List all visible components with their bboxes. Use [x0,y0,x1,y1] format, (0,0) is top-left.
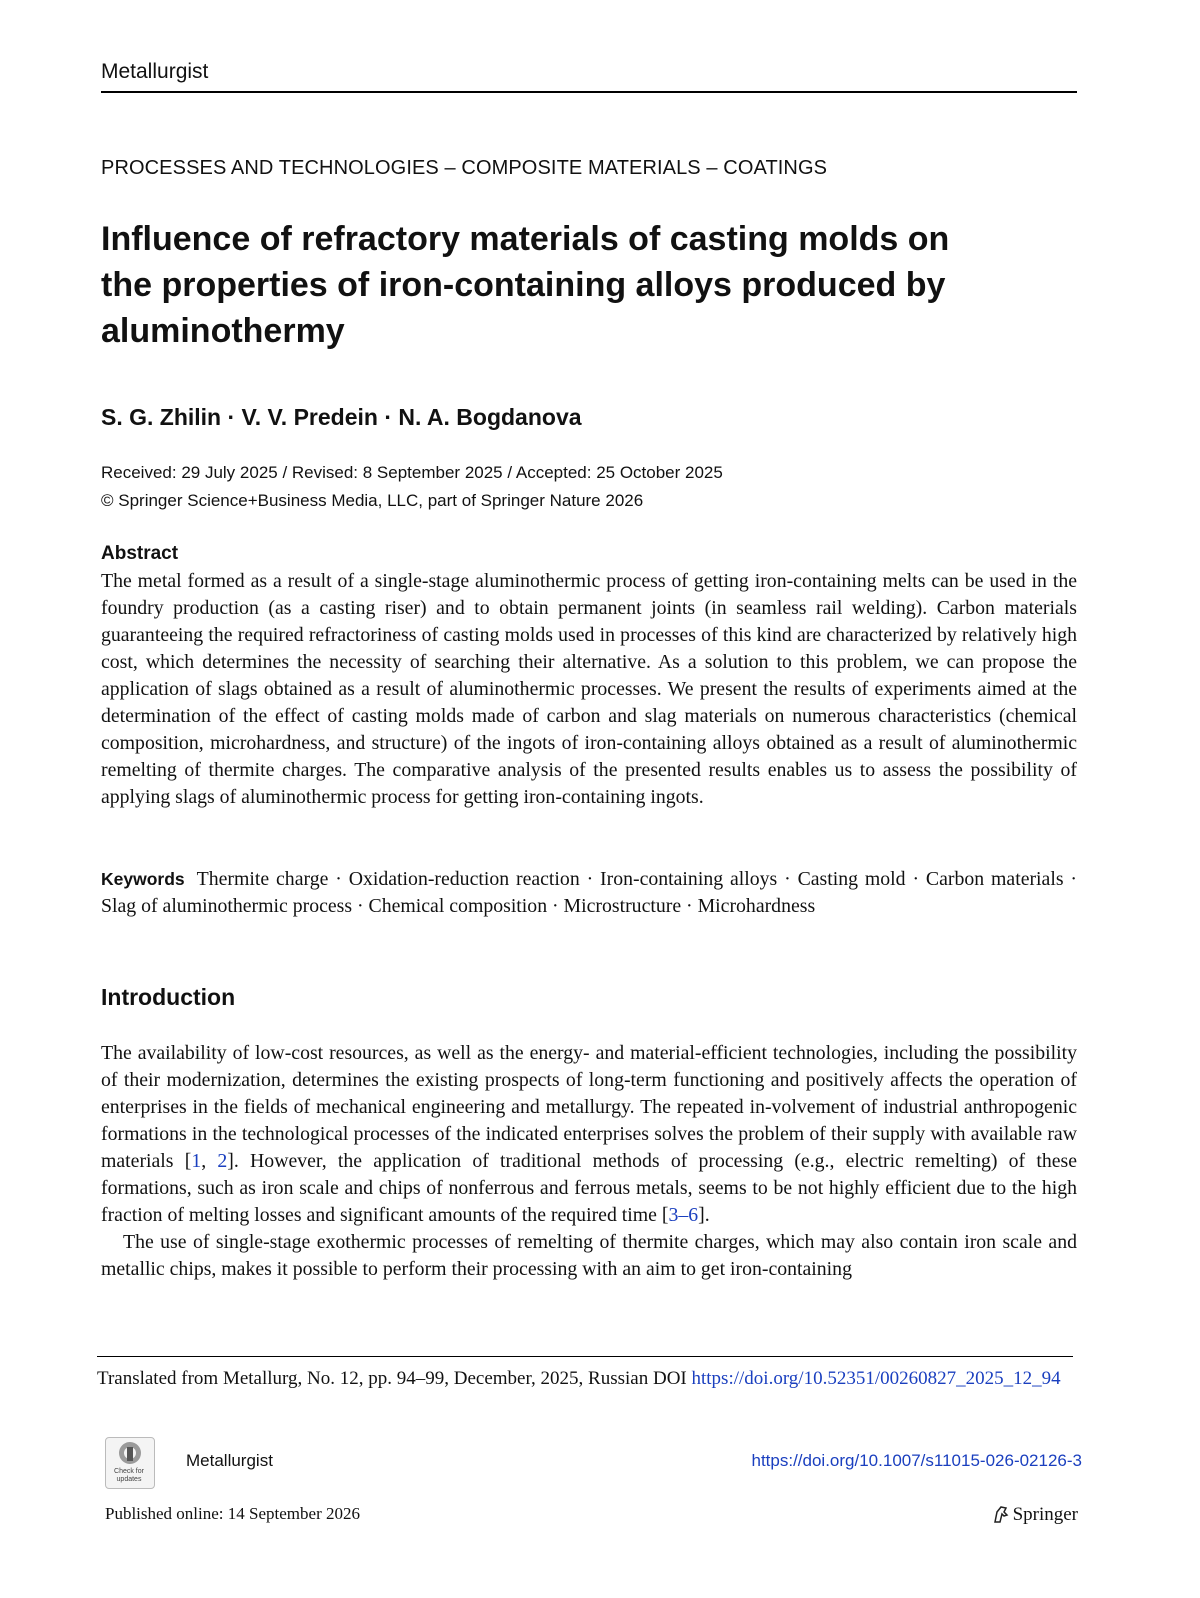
springer-logo [992,1504,1078,1530]
article-doi-link[interactable]: https://doi.org/10.1007/s11015-026-02126-3 [751,1451,1082,1470]
abstract-heading: Abstract [101,543,179,564]
paragraph-text: The availability of low-cost resources, as well as the energy- and material-efficient technologies, including the possibility of their modernization, determines the existing prospects of long-term functioning and positively affects the operation of enterprises in the fields of mechanical engineering and metallurgy. The repeated in-volvement of industrial anthropogenic formations in the technological processes of the indicated enterprises solves the problem of their supply with available raw materials [ [101,1042,1077,1172]
abstract-text: The metal formed as a result of a single-stage aluminothermic process of getting iron-containing melts can be used in the foundry production (as a casting riser) and to obtain permanent joints (in seamless rail welding). Carbon materials guaranteeing the required refractoriness of casting molds used in processes of this kind are characterized by relatively high cost, which determines the necessity of searching their alternative. As a solution to this problem, we can propose the application of slags obtained as a result of aluminothermic processes. We present the results of experiments aimed at the determination of the effect of casting molds made of carbon and slag materials on numerous characteristics (chemical composition, microhardness, and structure) of the ingots of iron-containing alloys obtained as a result of aluminothermic remelting of thermite charges. The comparative analysis of the presented results enables us to assess the possibility of applying slags of aluminothermic process for getting iron-containing ingots. [101,570,1077,808]
footnote [97,1366,1073,1391]
paragraph-text: ]. However, the application of traditional methods of processing (e.g., electric remelting) of these formations, such as iron scale and chips of nonferrous and ferrous metals, seems to be not highly efficient due to the high fraction of melting losses and significant amounts of the required time [ [101,1150,1077,1226]
russian-doi-link[interactable]: https://doi.org/10.52351/00260827_2025_12_94 [691,1368,1061,1389]
check-for-updates-label: Check for updates [114,1468,144,1483]
citation-link[interactable]: 3–6 [668,1204,699,1226]
paragraph: The use of single-stage exothermic processes of remelting of thermite charges, which may also contain iron scale and metallic chips, makes it possible to perform their processing with an aim to get iron-containing [101,1231,1077,1280]
springer-horse-icon [992,1504,1010,1530]
section-label: PROCESSES AND TECHNOLOGIES – COMPOSITE MATERIALS – COATINGS [101,157,828,179]
authors: S. G. Zhilin · V. V. Predein · N. A. Bogdanova [101,404,582,430]
crossmark-icon [106,1438,154,1468]
introduction-body [101,1040,1077,1283]
paragraph [101,1040,1077,1229]
keywords-text: Thermite charge · Oxidation-reduction reaction · Iron-containing alloys · Casting mold · Carbon materials · Slag of aluminothermic process · Chemical composition · Microstructure · Microhardness [101,868,1077,917]
article-history: Received: 29 July 2025 / Revised: 8 September 2025 / Accepted: 25 October 2025 [101,463,723,482]
springer-wordmark: Springer [1012,1504,1078,1525]
paragraph-text: ]. [698,1204,710,1226]
published-online: Published online: 14 September 2026 [105,1504,360,1523]
keywords-label: Keywords [101,869,185,889]
footnote-rule [97,1356,1073,1357]
citation-link[interactable]: 1 [191,1150,202,1172]
copyright: © Springer Science+Business Media, LLC, part of Springer Nature 2026 [101,491,644,510]
section-heading-introduction: Introduction [101,984,236,1010]
article-title: Influence of refractory materials of casting molds on the properties of iron-containing alloys produced by aluminothermy [101,220,950,350]
keywords [101,866,1077,920]
footer-journal: Metallurgist [186,1451,273,1470]
journal-header: Metallurgist [101,60,209,83]
citation-separator: , [201,1150,218,1172]
citation-link[interactable]: 2 [217,1150,228,1172]
footnote-text: Translated from Metallurg, No. 12, pp. 94–99, December, 2025, Russian DOI [97,1368,692,1389]
header-rule [101,91,1077,93]
